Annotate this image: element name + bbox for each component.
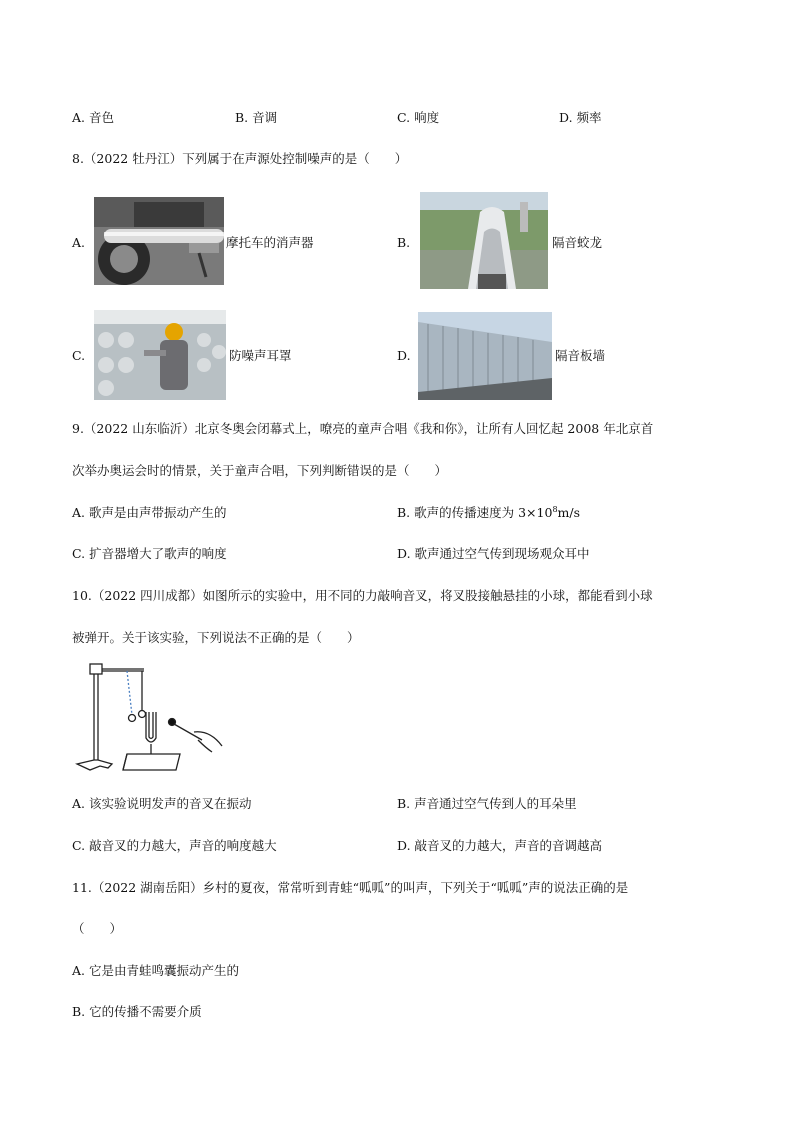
q8-option-a-letter: A.	[72, 235, 86, 250]
q7-option-a: A. 音色	[72, 110, 114, 125]
q7-option-d: D. 频率	[559, 110, 602, 125]
q9-stem-line2: 次举办奥运会时的情景，关于童声合唱，下列判断错误的是（ ）	[72, 463, 448, 478]
q8-option-d-text: 隔音板墙	[555, 348, 606, 363]
q7-option-b: B. 音调	[235, 110, 278, 125]
q9-option-a: A. 歌声是由声带振动产生的	[72, 505, 227, 520]
q9-option-d: D. 歌声通过空气传到现场观众耳中	[397, 546, 590, 561]
q8-option-d-letter: D.	[397, 348, 411, 363]
q10-stem-line1: 10.（2022 四川成都）如图所示的实验中，用不同的力敲响音叉，将叉股接触悬挂的小球，都能看到小球	[72, 588, 653, 603]
q11-option-b: B. 它的传播不需要介质	[72, 1004, 202, 1019]
q9-stem-line1: 9.（2022 山东临沂）北京冬奥会闭幕式上，嘹亮的童声合唱《我和你》，让所有人回忆起 2008 年北京首	[72, 421, 654, 436]
q9-option-b-exponent: 8	[552, 504, 558, 514]
q10-option-c: C. 敲音叉的力越大，声音的响度越大	[72, 838, 277, 853]
earmuff-worker-photo	[94, 310, 226, 400]
q10-option-d: D. 敲音叉的力越大，声音的音调越高	[397, 838, 603, 853]
motorcycle-muffler-photo	[94, 197, 224, 285]
q8-option-c-letter: C.	[72, 348, 86, 363]
q8-option-b-letter: B.	[397, 235, 411, 250]
q9-option-b-suffix: m/s	[557, 505, 581, 520]
q8-stem: 8.（2022 牡丹江）下列属于在声源处控制噪声的是（ ）	[72, 151, 408, 166]
tuning-fork-diagram	[72, 660, 227, 778]
q7-option-c: C. 响度	[397, 110, 440, 125]
q11-option-a: A. 它是由青蛙鸣囊振动产生的	[72, 963, 239, 978]
q11-stem-line2: （ ）	[72, 921, 123, 936]
q10-option-b: B. 声音通过空气传到人的耳朵里	[397, 796, 577, 811]
q8-option-c-text: 防噪声耳罩	[229, 348, 292, 363]
sound-insulation-tunnel-photo	[420, 192, 548, 289]
q8-option-a-text: 摩托车的消声器	[226, 235, 314, 250]
q9-option-b-prefix: B. 歌声的传播速度为 3×10	[397, 505, 553, 520]
q9-option-c: C. 扩音器增大了歌声的响度	[72, 546, 227, 561]
q9-option-b	[397, 505, 580, 521]
q10-stem-line2: 被弹开。关于该实验，下列说法不正确的是（ ）	[72, 630, 360, 645]
q10-option-a: A. 该实验说明发声的音叉在振动	[72, 796, 252, 811]
q8-option-b-text: 隔音蛟龙	[552, 235, 603, 250]
sound-barrier-wall-photo	[418, 312, 552, 400]
q11-stem-line1: 11.（2022 湖南岳阳）乡村的夏夜，常常听到青蛙“呱呱”的叫声，下列关于“呱呱”声的说法正确的是	[72, 880, 629, 895]
